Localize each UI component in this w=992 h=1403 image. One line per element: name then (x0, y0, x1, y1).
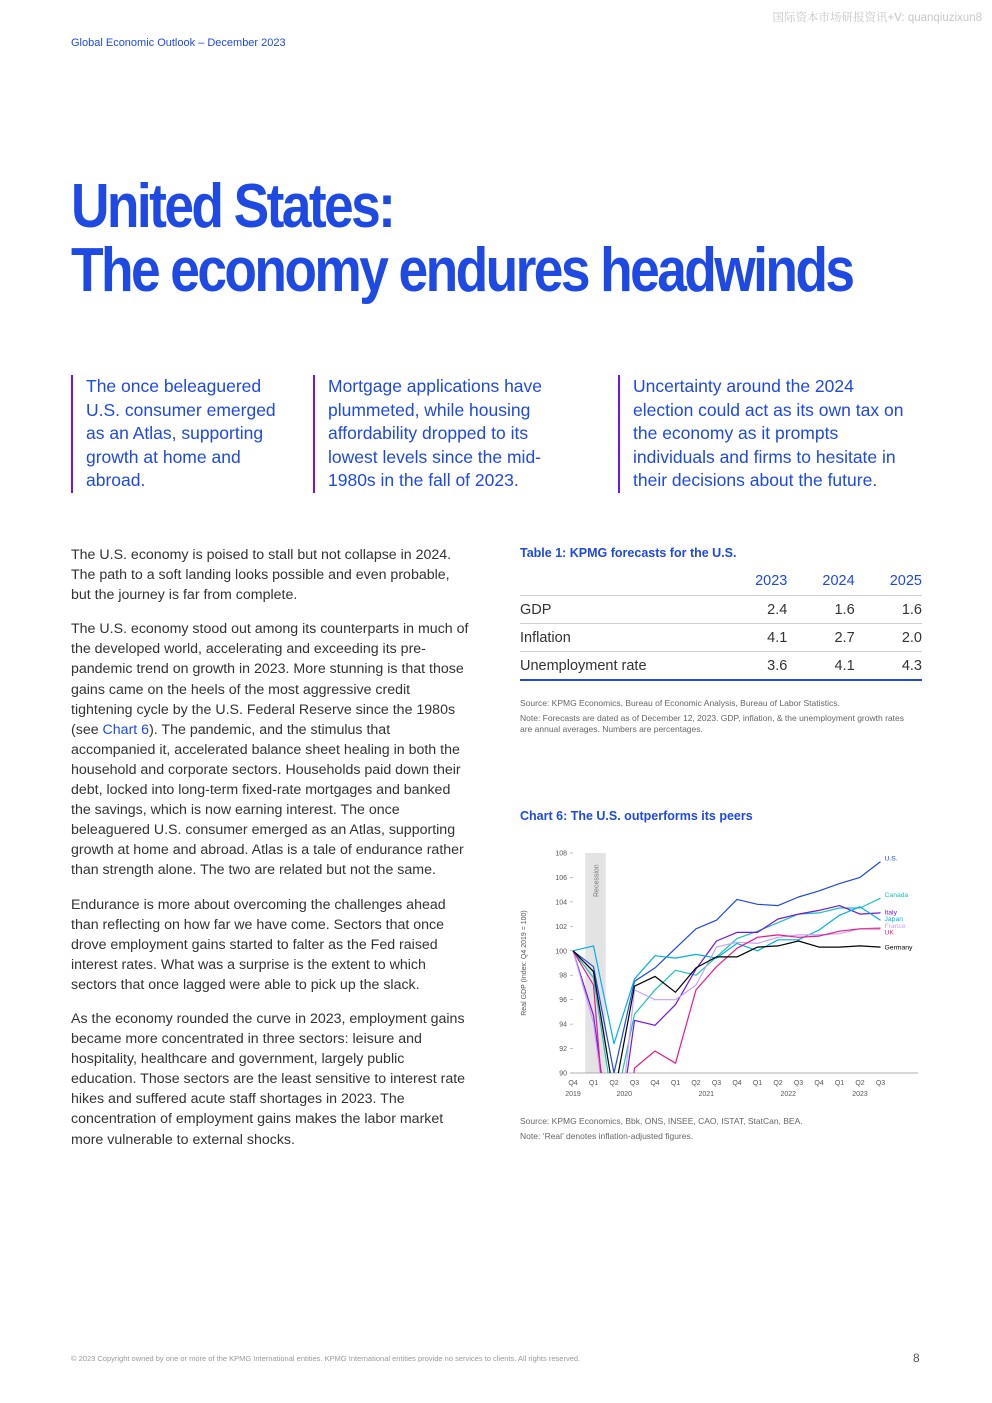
copyright-footer: © 2023 Copyright owned by one or more of the KPMG International entities. KPMG International entities provide no services to clients. All rights reserved. (71, 1354, 581, 1363)
legend-label-japan: Japan (884, 916, 904, 924)
x-tick-label: Q1 (834, 1080, 845, 1087)
x-tick-label: Q1 (670, 1080, 681, 1087)
row-label: Inflation (520, 624, 720, 652)
x-tick-label: Q1 (752, 1080, 763, 1087)
chart-source: Source: KPMG Economics, Bbk, ONS, INSEE, CAO, ISTAT, StatCan, BEA. (520, 1116, 803, 1126)
body-paragraph-2 (71, 619, 471, 880)
title-line-1: United States: (71, 172, 394, 241)
table-cell: 2.0 (855, 624, 922, 652)
recession-label: Recession (593, 864, 601, 897)
watermark: 国际资本市场研报资讯+V: quanqiuzixun8 (772, 12, 982, 24)
pull-quote-1: The once beleaguered U.S. consumer emerged as an Atlas, supporting growth at home and abroad. (71, 375, 276, 493)
table-row (520, 652, 922, 681)
table-row (520, 596, 922, 624)
x-tick-label: Q4 (650, 1080, 660, 1087)
x-year-label: 2022 (780, 1091, 797, 1098)
table-row (520, 624, 922, 652)
y-axis-label: Real GDP (Index: Q4 2019 = 100) (521, 910, 528, 1016)
forecast-table (520, 573, 922, 681)
x-year-label: 2020 (616, 1091, 633, 1098)
table-note: Note: Forecasts are dated as of December 12, 2023. GDP, inflation, & the unemployment growth rates are annual averages. Numbers are percentages. (520, 713, 904, 734)
body-text (71, 545, 471, 1164)
series-line-us (573, 862, 881, 1073)
paragraph-2-text-start: The U.S. economy stood out among its counterparts in much of the developed world, accelerating and exceeding its pre-pandemic trend on growth in 2023. More stunning is that those gains came on the heels of the most aggressive credit tightening cycle by the U.S. Federal Reserve since the 1980s (see (71, 621, 469, 738)
x-tick-label: Q4 (568, 1080, 578, 1087)
body-paragraph-3: Endurance is more about overcoming the challenges ahead than reflecting on how far we have come. Sectors that once drove employment gains started to falter as the Fed raised interest rates. What was a surprise is the extent to which sectors that once lagged were able to pick up the slack. (71, 896, 446, 993)
legend-label-france: France (884, 923, 906, 931)
x-tick-label: Q2 (691, 1080, 701, 1087)
legend-label-italy: Italy (884, 909, 897, 917)
legend-label-uk: UK (884, 929, 894, 937)
y-tick-label: 94 (559, 1021, 567, 1029)
y-tick-label: 98 (559, 972, 567, 980)
table-corner-cell (520, 573, 720, 596)
x-tick-label: Q3 (793, 1080, 804, 1087)
y-tick-label: 108 (555, 850, 567, 858)
row-label: Unemployment rate (520, 652, 720, 681)
table-cell: 1.6 (787, 596, 854, 624)
y-tick-label: 104 (555, 899, 567, 907)
page-title (71, 172, 853, 305)
table-cell: 1.6 (855, 596, 922, 624)
pull-quote-3: Uncertainty around the 2024 election could act as its own tax on the economy as it prompts individuals and firms to hesitate in their decisions about the future. (618, 375, 913, 493)
document-header: Global Economic Outlook – December 2023 (71, 37, 286, 49)
y-tick-label: 106 (555, 874, 567, 882)
y-tick-label: 102 (555, 923, 567, 931)
year-header: 2024 (822, 573, 855, 589)
series-group (573, 862, 881, 1100)
x-tick-label: Q3 (875, 1080, 886, 1087)
body-paragraph-4: As the economy rounded the curve in 2023, employment gains became more concentrated in three sectors: leisure and hospitality, healthcare and government, largely public education. Those sectors are the least sensitive to interest rate hikes and suffered acute staff shortages in 2023. The concentration of employment gains makes the labor market more vulnerable to external shocks. (71, 1010, 466, 1148)
table-cell: 2.7 (787, 624, 854, 652)
table-source: Source: KPMG Economics, Bureau of Economic Analysis, Bureau of Labor Statistics. (520, 698, 840, 708)
legend-label-germany: Germany (884, 944, 913, 952)
gdp-line-chart (515, 845, 925, 1100)
body-paragraph-1: The U.S. economy is poised to stall but not collapse in 2024. The path to a soft landing looks possible and even probable, but the journey is far from complete. (71, 547, 452, 604)
row-label: GDP (520, 596, 720, 624)
chart-title: Chart 6: The U.S. outperforms its peers (520, 809, 753, 823)
title-line-2: The economy endures headwinds (71, 236, 853, 305)
y-tick-label: 96 (559, 997, 567, 1005)
chart-6-link[interactable]: Chart 6 (102, 721, 150, 738)
year-header: 2025 (889, 573, 922, 589)
table-cell: 2.4 (720, 596, 787, 624)
x-tick-label: Q2 (609, 1080, 619, 1087)
x-tick-label: Q2 (773, 1080, 783, 1087)
pull-quote-2: Mortgage applications have plummeted, while housing affordability dropped to its lowest levels since the mid-1980s in the fall of 2023. (313, 375, 568, 493)
legend-label-canada: Canada (884, 892, 909, 900)
table-cell: 4.1 (720, 624, 787, 652)
paragraph-2-text-end: ). The pandemic, and the stimulus that accompanied it, accelerated balance sheet healing in both the household and corporate sectors. Households paid down their debt, locked into long-term fixed-rate mortgages and banked the savings, which is now earning interest. The once beleaguered U.S. consumer emerged as an Atlas, supporting growth at home and abroad. Atlas is a tale of endurance rather than strength alone. The two are related but not the same. (71, 721, 464, 879)
table-cell: 4.3 (855, 652, 922, 681)
x-tick-label: Q1 (588, 1080, 599, 1087)
table-cell: 4.1 (787, 652, 854, 681)
x-year-label: 2021 (698, 1091, 715, 1098)
page-number: 8 (913, 1351, 920, 1365)
table-cell: 3.6 (720, 652, 787, 681)
x-tick-label: Q3 (711, 1080, 722, 1087)
series-line-uk (573, 929, 881, 1100)
table-title: Table 1: KPMG forecasts for the U.S. (520, 546, 737, 560)
table-header-row (520, 573, 922, 596)
x-year-label: 2019 (565, 1091, 581, 1098)
legend-label-us: U.S. (884, 855, 898, 863)
x-tick-label: Q4 (732, 1080, 742, 1087)
y-tick-label: 92 (559, 1046, 567, 1054)
chart-note: Note: ‘Real’ denotes inflation-adjusted figures. (520, 1131, 694, 1141)
series-line-japan (573, 907, 881, 1044)
x-year-label: 2023 (852, 1091, 868, 1098)
y-tick-label: 90 (559, 1070, 567, 1078)
x-tick-label: Q4 (814, 1080, 824, 1087)
x-tick-label: Q2 (855, 1080, 865, 1087)
x-tick-label: Q3 (629, 1080, 640, 1087)
year-header: 2023 (755, 573, 788, 589)
y-tick-label: 100 (555, 948, 567, 956)
series-line-france (573, 928, 881, 1100)
